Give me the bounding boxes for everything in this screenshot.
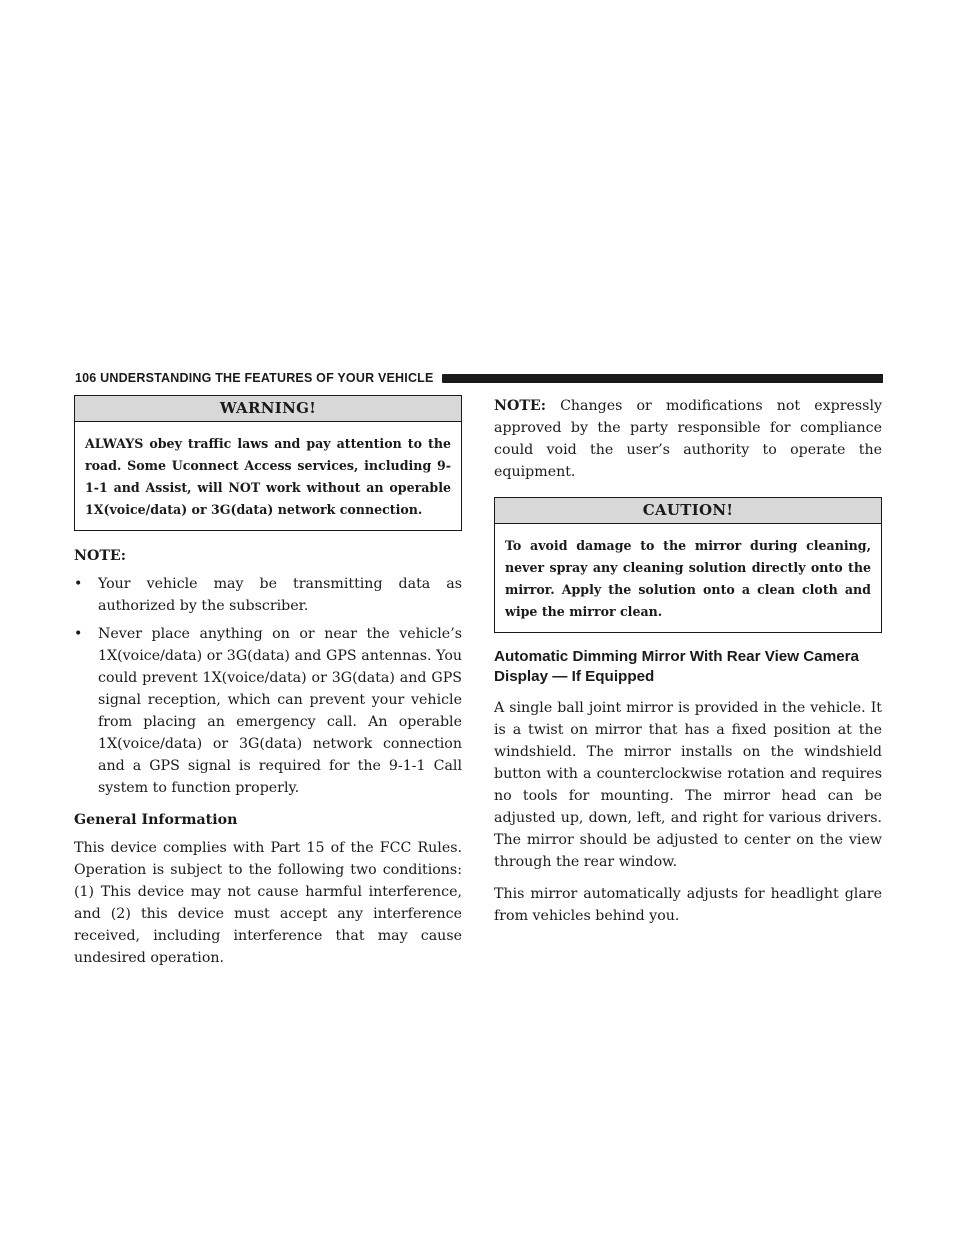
warning-text: ALWAYS obey traffic laws and pay attention to the road. Some Uconnect Access services, including 9-1-1 and Assist, will NOT work without an operable 1X(voice/data) or 3G(data) network connection. [85,436,451,517]
section-heading: Automatic Dimming Mirror With Rear View Camera Display — If Equipped [494,648,860,685]
page-number-title: 106 UNDERSTANDING THE FEATURES OF YOUR VEHICLE [75,371,434,385]
right-column [494,395,882,937]
header-rule [442,374,883,383]
list-item-text: Your vehicle may be transmitting data as authorized by the subscriber. [98,576,462,614]
list-item [74,623,462,799]
warning-box [74,395,462,531]
note-inline-text: Changes or modifications not expressly approved by the party responsible for compliance could void the user’s authority to operate the equipment. [494,398,883,480]
page-header [75,370,883,386]
warning-title: WARNING! [75,396,461,422]
note-inline-label: NOTE: [494,398,546,414]
note-list [74,573,462,799]
list-item [74,573,462,617]
bullet-icon: • [74,576,83,592]
bullet-icon: • [74,626,83,642]
caution-text: To avoid damage to the mirror during cleaning, never spray any cleaning solution directly onto the mirror. Apply the solution onto a clean cloth and wipe the mirror clean. [505,538,871,619]
list-item-text: Never place anything on or near the vehicle’s 1X(voice/data) or 3G(data) and GPS antennas. You could prevent 1X(voice/data) or 3G(data) and GPS signal reception, which can prevent your vehicle from placing an emergency call. An operable 1X(voice/data) or 3G(data) network connection and a GPS signal is required for the 9-1-1 Call system to function properly. [98,626,462,796]
mirror-paragraph-1: A single ball joint mirror is provided in the vehicle. It is a twist on mirror that has a fixed position at the windshield. The mirror installs on the windshield button with a counterclockwise rotation and requires no tools for mounting. The mirror head can be adjusted up, down, left, and right for various drivers. The mirror should be adjusted to center on the view through the rear window. [494,700,882,870]
note-label: NOTE: [74,548,126,564]
general-info-heading: General Information [74,812,238,828]
general-info-paragraph: This device complies with Part 15 of the FCC Rules. Operation is subject to the following two conditions: (1) This device may not cause harmful interference, and (2) this device must accept any interference received, including interference that may cause undesired operation. [74,840,462,966]
mirror-paragraph-2: This mirror automatically adjusts for headlight glare from vehicles behind you. [494,886,882,924]
caution-box [494,497,882,633]
caution-title: CAUTION! [495,498,881,524]
fcc-note [494,395,882,483]
left-column [74,395,462,979]
